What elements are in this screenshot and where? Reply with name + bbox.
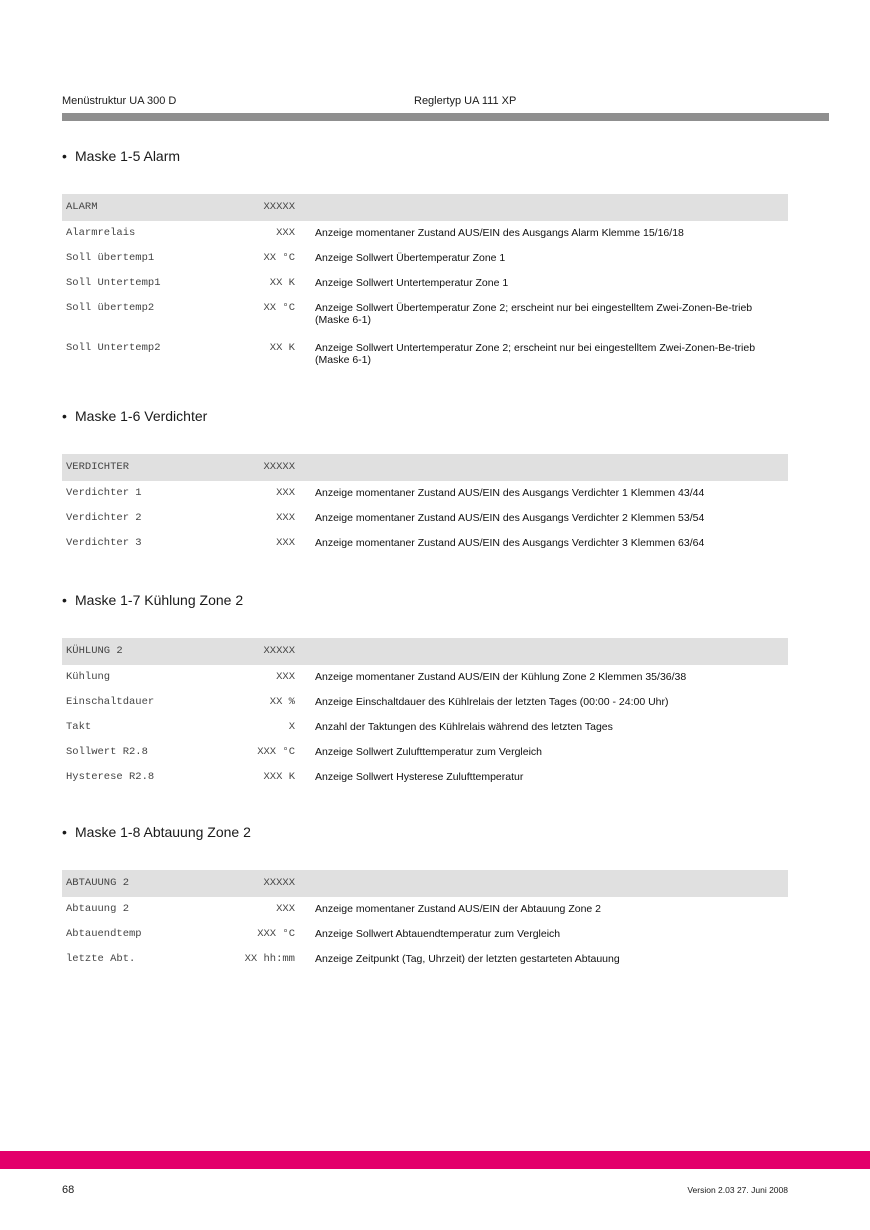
- row-value: XX %: [269, 696, 295, 708]
- table-row: [62, 531, 788, 556]
- footer-bar: [0, 1151, 870, 1169]
- row-name: Kühlung: [66, 671, 111, 683]
- row-name: Takt: [66, 721, 92, 733]
- row-value: X: [288, 721, 295, 733]
- section-title: • Maske 1-7 Kühlung Zone 2: [62, 592, 244, 608]
- bullet-icon: •: [62, 408, 67, 424]
- row-name: Abtauendtemp: [66, 928, 142, 940]
- row-name: Abtauung 2: [66, 903, 130, 915]
- header-name: ABTAUUNG 2: [66, 877, 130, 889]
- section-title: • Maske 1-5 Alarm: [62, 148, 181, 164]
- table-header: [62, 454, 788, 481]
- row-desc: Anzeige Sollwert Hysterese Zulufttemperatur: [315, 771, 524, 783]
- row-name: Verdichter 2: [66, 512, 142, 524]
- row-value: XX K: [269, 342, 295, 354]
- table-row: [62, 765, 788, 790]
- header-value: XXXXX: [263, 461, 295, 473]
- table-row: [62, 481, 788, 506]
- row-desc: Anzeige momentaner Zustand AUS/EIN des Ausgangs Verdichter 2 Klemmen 53/54: [315, 512, 705, 524]
- page-number: 68: [62, 1184, 75, 1196]
- table-row: [62, 221, 788, 246]
- row-value: XXX: [276, 671, 295, 683]
- header-value: XXXXX: [263, 201, 295, 213]
- section-title: • Maske 1-6 Verdichter: [62, 408, 208, 424]
- row-name: Soll Untertemp1: [66, 277, 161, 289]
- table-row: [62, 506, 788, 531]
- section-alarm: [62, 146, 788, 376]
- table-row: [62, 715, 788, 740]
- header-name: KÜHLUNG 2: [66, 645, 123, 657]
- header-name: VERDICHTER: [66, 461, 130, 473]
- kuehlung-table: [62, 638, 788, 790]
- table-row: [62, 665, 788, 690]
- version-info: Version 2.03 27. Juni 2008: [687, 1185, 788, 1195]
- table-row: [62, 336, 788, 376]
- table-header: [62, 638, 788, 665]
- row-name: Soll übertemp1: [66, 252, 155, 264]
- table-row: [62, 897, 788, 922]
- row-desc: Anzeige Sollwert Übertemperatur Zone 2; erscheint nur bei eingestelltem Zwei-Zonen-Be-trieb (Maske 6-1): [315, 302, 753, 326]
- row-value: XXX: [276, 537, 295, 549]
- header-divider: [62, 113, 829, 121]
- row-desc: Anzeige Sollwert Untertemperatur Zone 1: [315, 277, 509, 289]
- row-name: Verdichter 1: [66, 487, 142, 499]
- header-value: XXXXX: [263, 645, 295, 657]
- row-desc: Anzeige Sollwert Untertemperatur Zone 2; erscheint nur bei eingestelltem Zwei-Zonen-Be-trieb (Maske 6-1): [315, 342, 756, 366]
- table-row: [62, 690, 788, 715]
- row-value: XXX: [276, 227, 295, 239]
- section-abtauung: [62, 822, 788, 972]
- row-desc: Anzeige Sollwert Übertemperatur Zone 1: [315, 252, 506, 264]
- header-name: ALARM: [66, 201, 98, 213]
- row-value: XXX: [276, 512, 295, 524]
- bullet-icon: •: [62, 592, 67, 608]
- row-name: Soll übertemp2: [66, 302, 155, 314]
- row-name: Soll Untertemp2: [66, 342, 161, 354]
- row-value: XX K: [269, 277, 295, 289]
- row-value: XXX K: [263, 771, 295, 783]
- header-center: Reglertyp UA 111 XP: [414, 95, 517, 107]
- row-desc: Anzeige momentaner Zustand AUS/EIN der Abtauung Zone 2: [315, 903, 602, 915]
- verdichter-table: [62, 454, 788, 556]
- bullet-icon: •: [62, 824, 67, 840]
- row-name: Alarmrelais: [66, 227, 136, 239]
- table-row: [62, 296, 788, 336]
- row-name: Verdichter 3: [66, 537, 142, 549]
- section-verdichter: [62, 406, 788, 556]
- row-desc: Anzeige momentaner Zustand AUS/EIN der Kühlung Zone 2 Klemmen 35/36/38: [315, 671, 687, 683]
- table-header: [62, 870, 788, 897]
- row-value: XXX °C: [257, 928, 295, 940]
- abtauung-table: [62, 870, 788, 972]
- bullet-icon: •: [62, 148, 67, 164]
- row-value: XXX: [276, 903, 295, 915]
- table-row: [62, 246, 788, 271]
- alarm-table: [62, 194, 788, 376]
- row-name: Hysterese R2.8: [66, 771, 155, 783]
- row-value: XXX °C: [257, 746, 295, 758]
- table-row: [62, 922, 788, 947]
- table-header: [62, 194, 788, 221]
- table-row: [62, 271, 788, 296]
- row-value: XXX: [276, 487, 295, 499]
- header-value: XXXXX: [263, 877, 295, 889]
- row-desc: Anzeige momentaner Zustand AUS/EIN des Ausgangs Verdichter 3 Klemmen 63/64: [315, 537, 705, 549]
- row-name: Sollwert R2.8: [66, 746, 148, 758]
- row-desc: Anzeige momentaner Zustand AUS/EIN des Ausgangs Verdichter 1 Klemmen 43/44: [315, 487, 705, 499]
- row-desc: Anzeige Zeitpunkt (Tag, Uhrzeit) der letzten gestarteten Abtauung: [315, 953, 620, 965]
- row-value: XX hh:mm: [244, 953, 295, 965]
- row-desc: Anzeige Sollwert Abtauendtemperatur zum Vergleich: [315, 928, 561, 940]
- table-row: [62, 740, 788, 765]
- row-desc: Anzeige Einschaltdauer des Kühlrelais der letzten Tages (00:00 - 24:00 Uhr): [315, 696, 669, 708]
- table-row: [62, 947, 788, 972]
- header-left: Menüstruktur UA 300 D: [62, 95, 177, 107]
- row-name: Einschaltdauer: [66, 696, 155, 708]
- row-desc: Anzahl der Taktungen des Kühlrelais während des letzten Tages: [315, 721, 613, 733]
- row-desc: Anzeige momentaner Zustand AUS/EIN des Ausgangs Alarm Klemme 15/16/18: [315, 227, 684, 239]
- row-desc: Anzeige Sollwert Zulufttemperatur zum Vergleich: [315, 746, 543, 758]
- section-kuehlung: [62, 590, 788, 790]
- section-title: • Maske 1-8 Abtauung Zone 2: [62, 824, 251, 840]
- row-name: letzte Abt.: [66, 953, 136, 965]
- row-value: XX °C: [263, 252, 295, 264]
- row-value: XX °C: [263, 302, 295, 314]
